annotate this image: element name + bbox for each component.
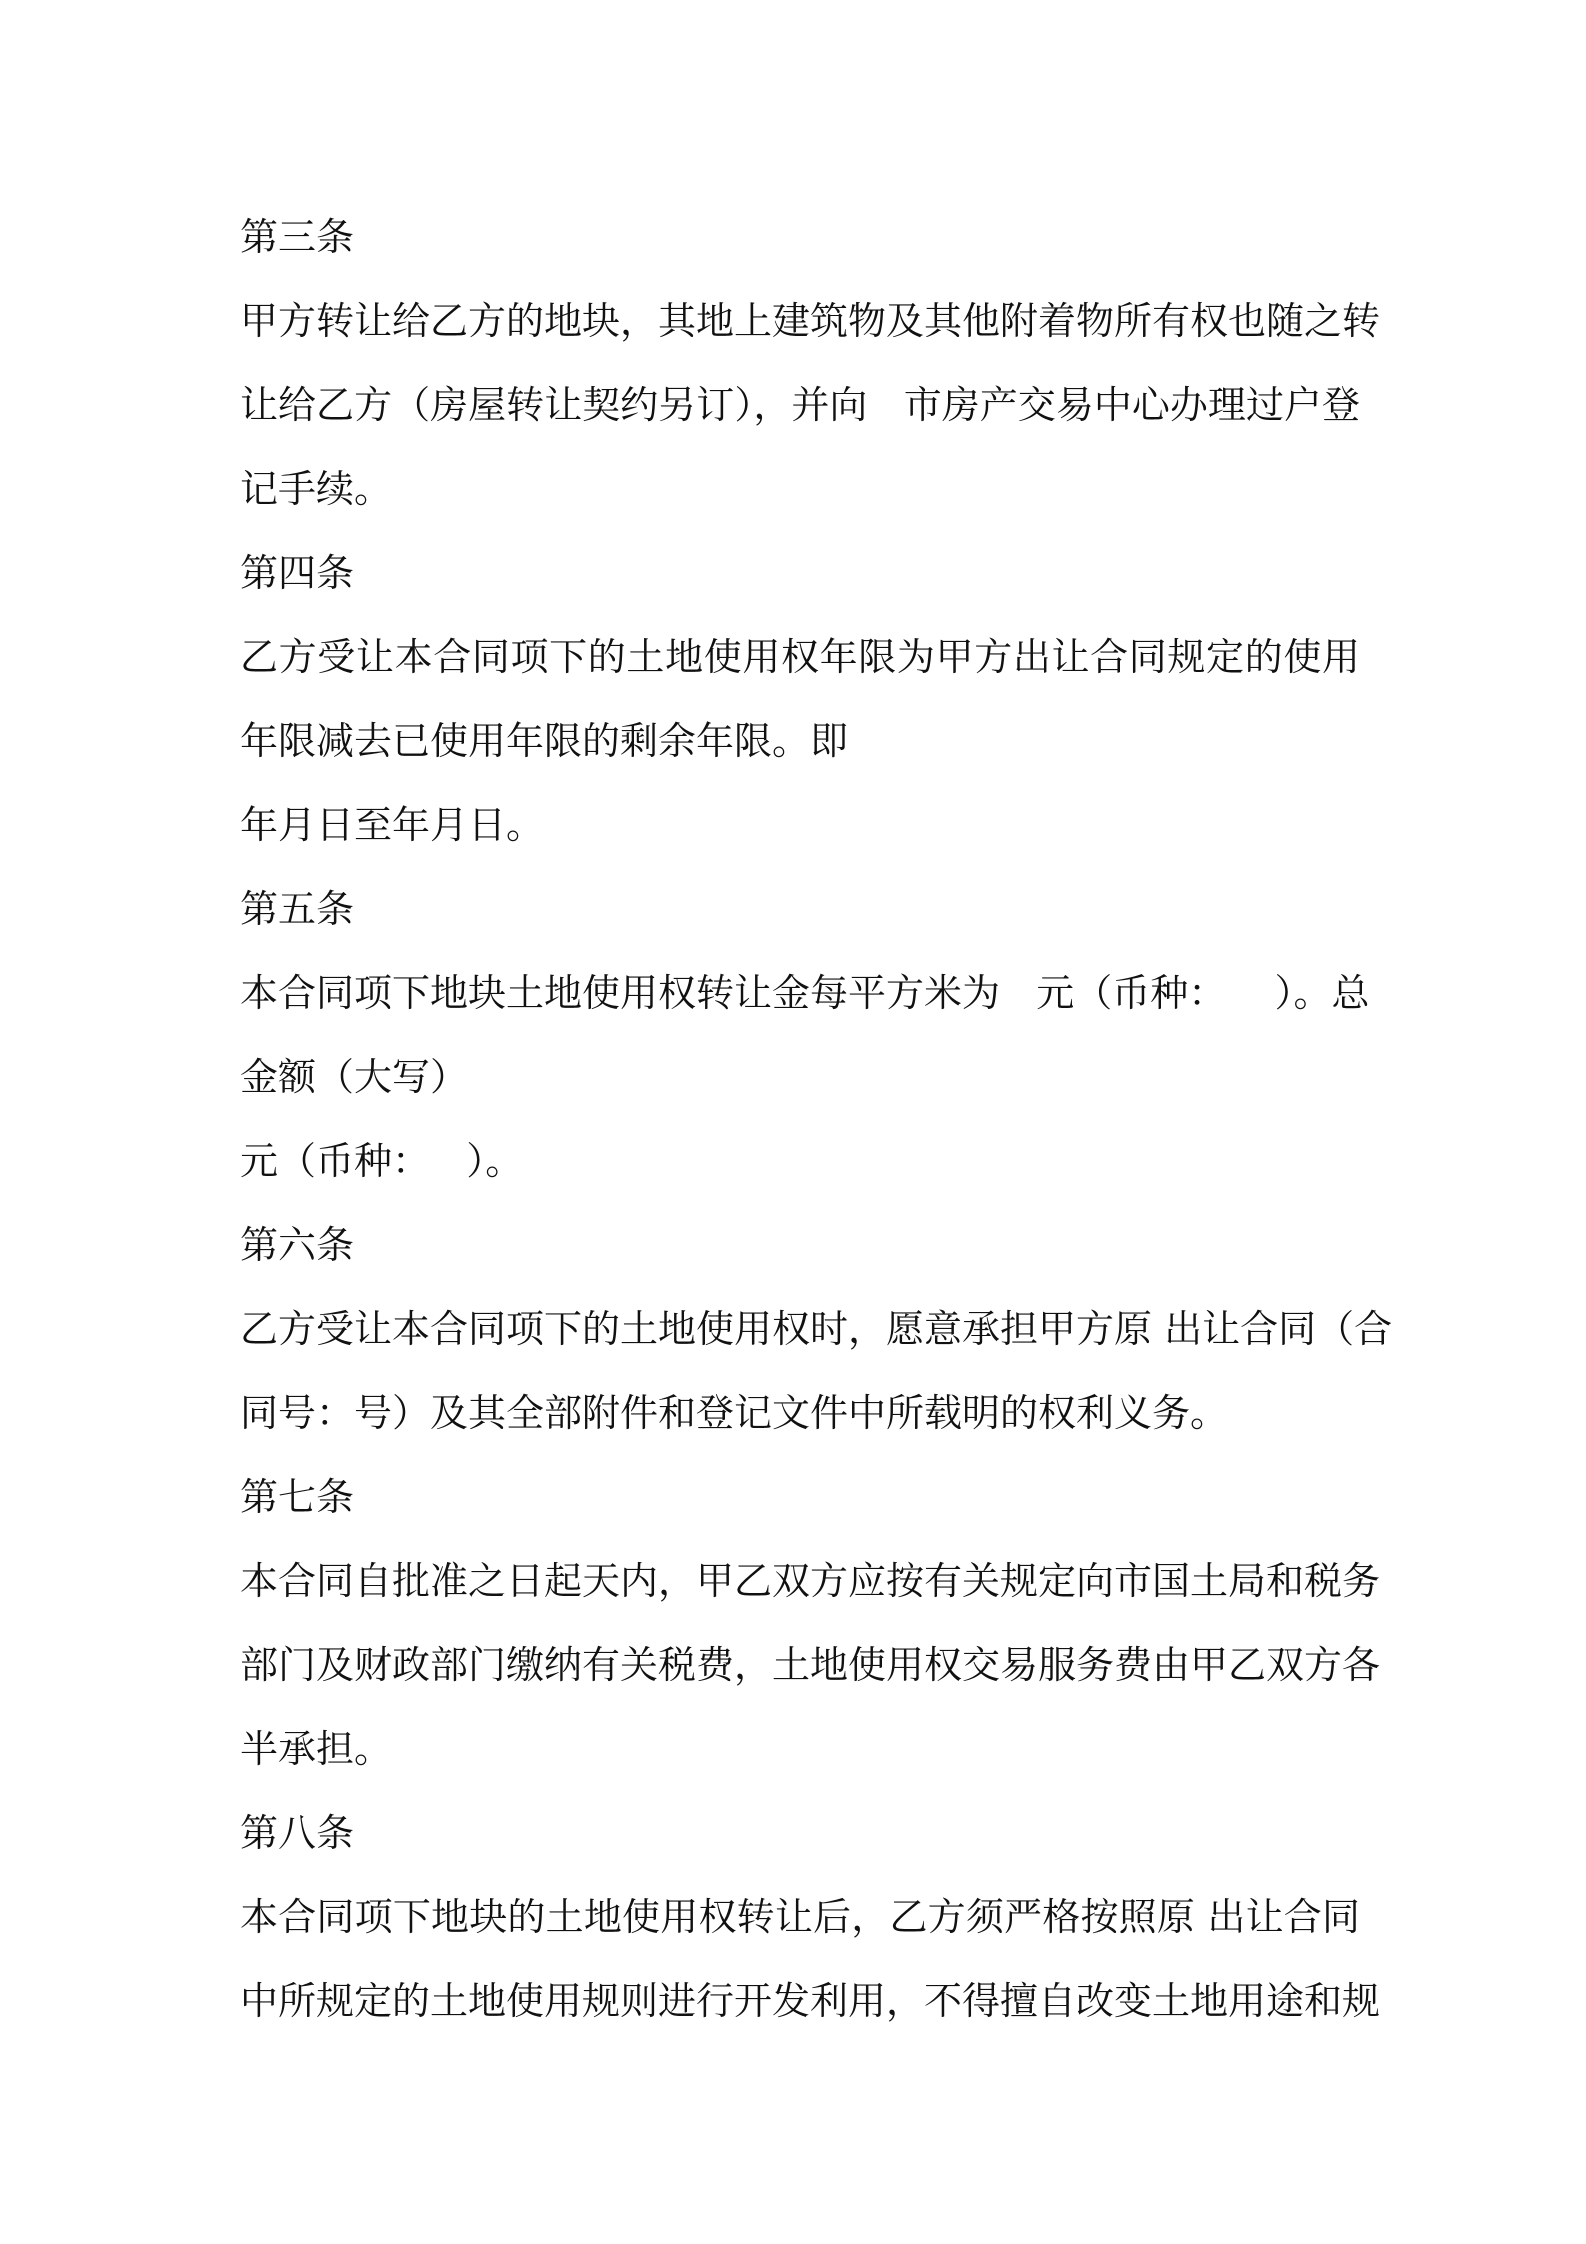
article-6-text-line-2: 同号：号）及其全部附件和登记文件中所载明的权利义务。 bbox=[240, 1391, 1229, 1435]
article-8-text-line-2: 中所规定的土地使用规则进行开发利用，不得擅自改变土地用途和规 bbox=[240, 1979, 1381, 2023]
article-5-heading: 第五条 bbox=[240, 887, 355, 931]
article-4-heading: 第四条 bbox=[240, 551, 355, 595]
article-4-text-line-3: 年月日至年月日。 bbox=[240, 803, 545, 847]
article-3-text-line-2: 让给乙方（房屋转让契约另订），并向 市房产交易中心办理过户登 bbox=[240, 383, 1360, 427]
article-7-text-line-1: 本合同自批准之日起天内，甲乙双方应按有关规定向市国土局和税务 bbox=[240, 1559, 1381, 1603]
document-page bbox=[240, 195, 1393, 2043]
article-4-text-line-1: 乙方受让本合同项下的土地使用权年限为甲方出让合同规定的使用 bbox=[240, 635, 1360, 679]
article-3-text-line-1: 甲方转让给乙方的地块，其地上建筑物及其他附着物所有权也随之转 bbox=[240, 299, 1381, 343]
article-7-text-line-2: 部门及财政部门缴纳有关税费，土地使用权交易服务费由甲乙双方各 bbox=[240, 1643, 1381, 1687]
article-8-text-line-1: 本合同项下地块的土地使用权转让后，乙方须严格按照原 出让合同 bbox=[240, 1895, 1360, 1939]
article-5-text-line-1: 本合同项下地块土地使用权转让金每平方米为 元（币种： ）。总 bbox=[240, 971, 1370, 1015]
article-6-heading: 第六条 bbox=[240, 1223, 355, 1267]
article-8-heading: 第八条 bbox=[240, 1811, 355, 1855]
article-5-text-line-2: 金额（大写） bbox=[240, 1055, 469, 1099]
article-6-text-line-1: 乙方受让本合同项下的土地使用权时，愿意承担甲方原 出让合同（合 bbox=[240, 1307, 1393, 1351]
article-7-text-line-3: 半承担。 bbox=[240, 1727, 393, 1771]
article-3-text-line-3: 记手续。 bbox=[240, 467, 393, 511]
article-4-text-line-2: 年限减去已使用年限的剩余年限。即 bbox=[240, 719, 849, 763]
article-5-text-line-3: 元（币种： ）。 bbox=[240, 1139, 524, 1183]
article-3-heading: 第三条 bbox=[240, 215, 355, 259]
article-7-heading: 第七条 bbox=[240, 1475, 355, 1519]
